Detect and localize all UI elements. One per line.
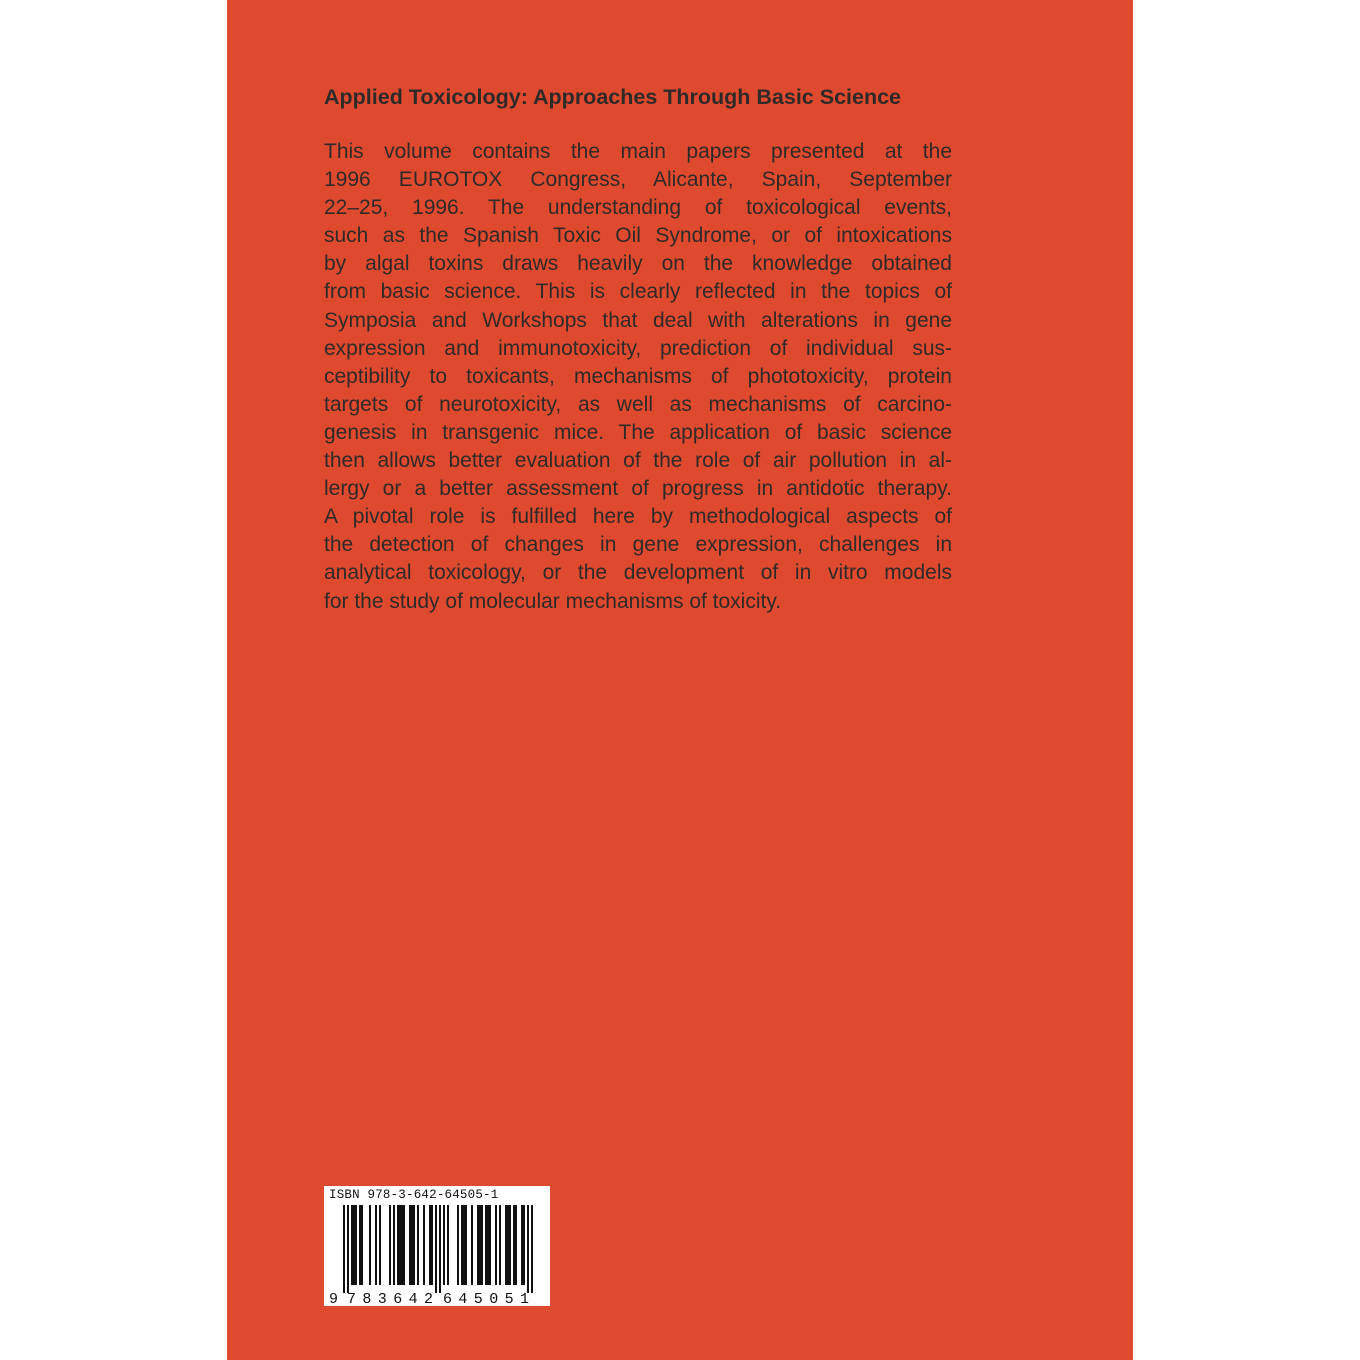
barcode-bar (343, 1205, 345, 1293)
barcode-bar (429, 1205, 431, 1285)
barcode-bars (343, 1205, 533, 1293)
description-line: 1996 EUROTOX Congress, Alicante, Spain, September (324, 168, 952, 192)
barcode-graphic (327, 1203, 547, 1307)
barcode-bar (423, 1205, 425, 1285)
isbn-barcode (324, 1186, 550, 1306)
barcode-bar (379, 1205, 381, 1285)
description-line: ceptibility to toxicants, mechanisms of phototoxicity, protein (324, 364, 952, 388)
barcode-bar (399, 1205, 401, 1285)
barcode-bar (401, 1205, 403, 1285)
barcode-bar (509, 1205, 511, 1285)
barcode-bar (531, 1205, 533, 1293)
barcode-bar (505, 1205, 507, 1285)
ean-first-digit: 9 (329, 1291, 339, 1307)
barcode-bar (481, 1205, 483, 1285)
barcode-bar (507, 1205, 509, 1285)
barcode-bar (465, 1205, 467, 1285)
barcode-bar (353, 1205, 355, 1285)
description-line: then allows better evaluation of the role of air pollution in al- (324, 449, 952, 473)
description-line: A pivotal role is fulfilled here by methodological aspects of (324, 505, 952, 529)
barcode-bar (461, 1205, 463, 1285)
barcode-bar (485, 1205, 487, 1285)
barcode-bar (495, 1205, 497, 1285)
barcode-bar (471, 1205, 473, 1285)
barcode-bar (397, 1205, 399, 1285)
barcode-bar (359, 1205, 361, 1285)
ean-right-digits: 645051 (443, 1291, 529, 1307)
barcode-bar (435, 1205, 437, 1293)
isbn-label: ISBN 978-3-642-64505-1 (329, 1188, 499, 1202)
barcode-bar (489, 1205, 491, 1285)
barcode-bar (411, 1205, 413, 1285)
barcode-bar (375, 1205, 377, 1285)
description-line: targets of neurotoxicity, as well as mechanisms of carcino- (324, 392, 952, 416)
description-line: by algal toxins draws heavily on the knowledge obtained (324, 252, 952, 276)
description-line: Symposia and Workshops that deal with alterations in gene (324, 308, 952, 332)
barcode-bar (361, 1205, 363, 1285)
barcode-bar (521, 1205, 523, 1285)
barcode-bar (393, 1205, 395, 1285)
barcode-bar (515, 1205, 517, 1285)
description-line: genesis in transgenic mice. The application of basic science (324, 420, 952, 444)
barcode-bar (439, 1205, 441, 1293)
description-line: from basic science. This is clearly reflected in the topics of (324, 280, 952, 304)
barcode-bar (403, 1205, 405, 1285)
barcode-bar (463, 1205, 465, 1285)
barcode-bar (347, 1205, 349, 1293)
barcode-bar (431, 1205, 433, 1285)
barcode-bar (443, 1205, 445, 1285)
description-line: analytical toxicology, or the development of in vitro models (324, 561, 952, 585)
barcode-bar (417, 1205, 419, 1285)
barcode-bar (479, 1205, 481, 1285)
barcode-bar (457, 1205, 459, 1285)
barcode-bar (389, 1205, 391, 1285)
description-line: for the study of molecular mechanisms of toxicity. (324, 589, 782, 613)
barcode-bar (477, 1205, 479, 1285)
barcode-bar (413, 1205, 415, 1285)
description-line: such as the Spanish Toxic Oil Syndrome, or of intoxications (324, 224, 952, 248)
description-line: This volume contains the main papers presented at the (324, 140, 952, 163)
barcode-bar (527, 1205, 529, 1293)
description-line: 22–25, 1996. The understanding of toxicological events, (324, 196, 952, 220)
description-line: the detection of changes in gene expression, challenges in (324, 533, 952, 557)
barcode-bar (369, 1205, 371, 1285)
barcode-bar (355, 1205, 357, 1285)
barcode-bar (499, 1205, 501, 1285)
description-line: lergy or a better assessment of progress in antidotic therapy. (324, 477, 952, 501)
barcode-bar (351, 1205, 353, 1285)
barcode-bar (447, 1205, 449, 1285)
description-line: expression and immunotoxicity, prediction of individual sus- (324, 336, 952, 360)
barcode-bar (513, 1205, 515, 1285)
barcode-bar (523, 1205, 525, 1285)
barcode-bar (487, 1205, 489, 1285)
book-title: Applied Toxicology: Approaches Through Basic Science (324, 85, 902, 109)
barcode-bar (409, 1205, 411, 1285)
back-cover (227, 0, 1133, 1360)
ean-left-digits: 783642 (347, 1291, 433, 1307)
book-description (324, 138, 952, 616)
